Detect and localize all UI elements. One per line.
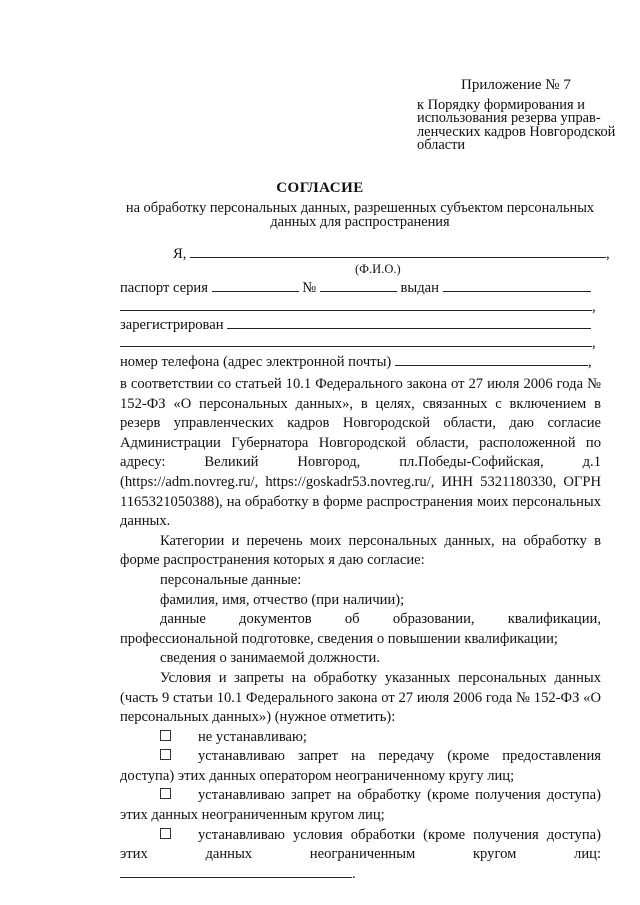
document-title: СОГЛАСИЕ <box>276 180 364 196</box>
paragraph-personal-data: персональные данные: <box>160 571 302 588</box>
ya-label: Я, <box>173 246 187 262</box>
conditions-field[interactable] <box>120 865 352 878</box>
paragraph-fio: фамилия, имя, отчество (при наличии); <box>160 591 405 608</box>
option-label: устанавливаю запрет на обработку (кроме получения доступа) этих данных неограниченным кругом лиц; <box>120 787 601 824</box>
paragraph-education: данные документов об образовании, квалификации, профессиональной подготовке, сведения о повышении квалификации; <box>120 611 601 647</box>
passport-series-label: паспорт серия <box>120 280 208 296</box>
consent-body <box>120 375 601 884</box>
option-row <box>120 786 601 825</box>
option-label: устанавливаю условия обработки (кроме получения доступа) этих данных неограниченным кругом лиц: <box>120 826 601 863</box>
passport-series-field[interactable] <box>212 279 299 292</box>
option-label: не устанавливаю; <box>198 728 307 745</box>
fio-line: Я, , <box>173 246 610 262</box>
issued-field-2[interactable] <box>120 298 592 311</box>
option-row <box>120 747 601 786</box>
phone-label: номер телефона (адрес электронной почты) <box>120 354 392 370</box>
document-subtitle: на обработку персональных данных, разрешенных субъектом персональных данных для распространения <box>125 200 595 230</box>
appendix-description: к Порядку формирования и использования резерва управ-ленческих кадров Новгородской области <box>417 97 616 154</box>
paragraph-law-reference: в соответствии со статьей 10.1 Федерального закона от 27 июля 2006 года № 152-ФЗ «О персональных данных», в целях, связанных с включением в резерв управленческих кадров Новгородской области, даю согласие Администрации Губернатора Новгородской области, расположенной по адресу: Великий Новгород, пл.Победы-Софийская, д.1 (https://adm.novreg.ru/, https://goskadr53.novreg.ru/, ИНН 5321180330, ОГРН 1165321050388), на обработку в форме распространения моих персональных данных. <box>120 376 601 530</box>
option-row: устанавливаю условия обработки (кроме получения доступа) этих данных неограниченным кругом лиц: . <box>120 826 601 882</box>
option-checkbox[interactable] <box>160 828 171 839</box>
fio-hint: (Ф.И.О.) <box>355 262 401 276</box>
option-checkbox[interactable] <box>160 788 171 799</box>
phone-line: номер телефона (адрес электронной почты) , <box>120 354 592 370</box>
option-checkbox[interactable] <box>160 730 171 741</box>
passport-line <box>120 279 600 297</box>
registered-field[interactable] <box>227 316 591 329</box>
fio-field[interactable] <box>190 245 606 258</box>
appendix-block <box>417 78 617 153</box>
registered-line-2: , <box>120 334 600 352</box>
registered-label: зарегистрирован <box>120 317 224 333</box>
issued-label: выдан <box>400 280 439 296</box>
option-checkbox[interactable] <box>160 749 171 760</box>
phone-field[interactable] <box>395 353 588 366</box>
issued-line-2: , <box>120 298 600 316</box>
paragraph-categories: Категории и перечень моих персональных данных, на обработку в форме распространения которых я даю согласие: <box>120 532 601 569</box>
paragraph-conditions: Условия и запреты на обработку указанных персональных данных (часть 9 статьи 10.1 Федерального закона от 27 июля 2006 года № 152-ФЗ «О персональных данных») (нужное отметить): <box>120 669 601 726</box>
registered-field-2[interactable] <box>120 334 592 347</box>
option-label: устанавливаю запрет на передачу (кроме предоставления доступа) этих данных оператором неограниченному кругу лиц; <box>120 748 601 784</box>
registered-line <box>120 316 600 334</box>
issued-field[interactable] <box>443 279 591 292</box>
appendix-number: Приложение № 7 <box>461 77 571 93</box>
passport-number-field[interactable] <box>320 279 397 292</box>
option-row <box>120 728 601 748</box>
paragraph-position: сведения о занимаемой должности. <box>160 650 381 667</box>
passport-number-label: № <box>302 280 317 296</box>
